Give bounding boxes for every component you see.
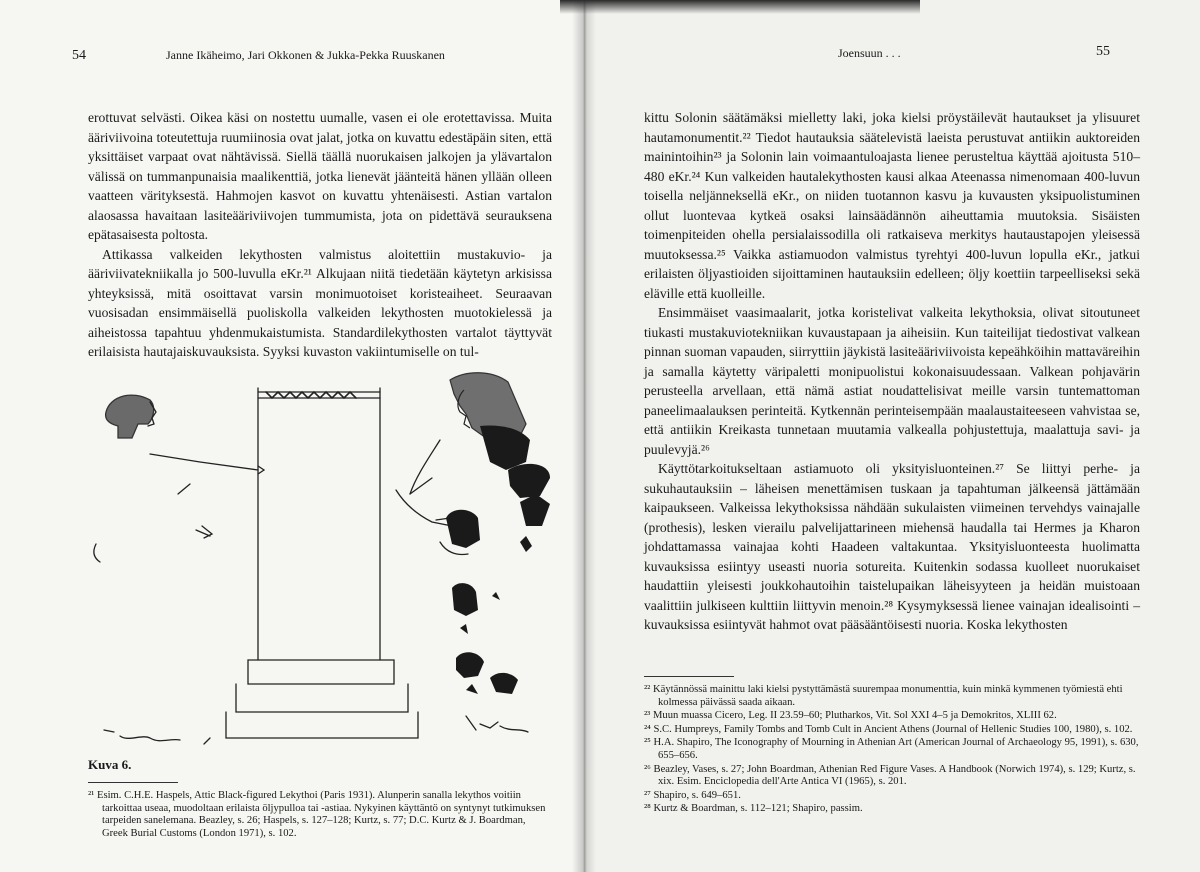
left-footnote-rule	[88, 782, 178, 783]
footnote-24: ²⁴ S.C. Humpreys, Family Tombs and Tomb Cult in Ancient Athens (Journal of Hellenic Studies 100, 1980), s. 102.	[644, 723, 1133, 735]
footnote-21: ²¹ Esim. C.H.E. Haspels, Attic Black-figured Lekythoi (Paris 1931). Alunperin sanalla lekythos voitiin tarkoittaa useaa, muodoltaan erilaista öljypulloa tai -astiaa. Nykyinen käyttäntö on syntynyt tutkimuksen tarpeiden sanelemana. Beazley, s. 26; Haspels, s. 127–128; Kurtz, s. 77; D.C. Kurtz & J. Boardman, Greek Burial Customs (London 1971), s. 102.	[88, 790, 546, 839]
left-footnotes	[88, 790, 548, 841]
right-page	[584, 0, 1200, 872]
right-running-head: Joensuun . . .	[838, 46, 901, 60]
footnote-26: ²⁶ Beazley, Vases, s. 27; John Boardman, Athenian Red Figure Vases. A Handbook (Norwich 1974), s. 129; Kurtz, s. xix. Esim. Enciclopedia dell'Arte Antica VI (1965), s. 201.	[644, 763, 1136, 788]
footnote-22: ²² Käytännössä mainittu laki kielsi pystyttämästä suurempaa monumenttia, kuin minkä kymmenen työmiestä ehti kolmessa päivässä saada aikaan.	[644, 684, 1123, 708]
top-edge-shadow	[560, 0, 920, 14]
right-paragraph-3: Käyttötarkoitukseltaan astiamuoto oli yksityisluonteinen.²⁷ Se liittyi perhe- ja sukuhautauksiin – läheisen menettämisen tuskaan ja tapahtuman jälkeensä jättämään kaipaukseen. Valkeissa lekythoksissa nähdään sukulaisten viimeinen tervehdys vainajalle (prothesis), lesken vierailu palvelijattarineen miehensä haudalla tai Hermes ja Kharon johdattamassa vainajaa kohti Haadeen valtakuntaa. Yksityisluonteesta huolimatta kuvauksissa esiintyy useasti nuoria sotureita. Kuitenkin sodassa kuolleet nuorukaiset haudattiin yleisesti joukkohautoihin taistelupaikan läheisyyteen ja heidän muistoaan vaalittiin julkiseen kulttiin liittyvin menoin.²⁸ Kysymyksessä lienee vainajan idealisointi – kuvauksissa esiintyvät hahmot ovat pääsääntöisesti nuoria. Koska lekythosten	[644, 461, 1140, 632]
left-page-number: 54	[72, 48, 86, 63]
left-paragraph-1: erottuvat selvästi. Oikea käsi on nostettu uumalle, vasen ei ole erotettavissa. Muita ääriviivoina toteutettuja ruumiinosia ovat jalat, jotka on kuvattu edestäpäin siten, että yksittäiset varpaat ovat nähtävissä. Siellä täällä nuorukaisen jalkojen ja ylävartalon välissä on tummanpunaisia maalikenttiä, jotka lienevät jäänteitä hänen yllään olleen vaatteen värityksestä. Hahmojen kasvot on kuvattu yhtenäisesti. Astian vartalon alaosassa havaitaan lasiteääriviivojen tummumista, jota on pidettävä seurauksena epätasaisesta poltosta.	[88, 110, 552, 242]
right-footnotes	[644, 684, 1140, 817]
footnote-28: ²⁸ Kurtz & Boardman, s. 112–121; Shapiro, passim.	[644, 803, 863, 815]
vase-figure-drawing	[80, 366, 550, 751]
figure-caption: Kuva 6.	[88, 757, 132, 772]
right-paragraph-2: Ensimmäiset vaasimaalarit, jotka koristelivat valkeita lekythoksia, olivat sitoutuneet tiukasti mustakuviotekniikan kuvaustapaan ja aiheisiin. Kun taiteilijat tiedostivat valkean pinnan suoman vapauden, siirryttiin jäykistä lasiteääriviivoista kepeähköihin mattaväreihin ja samalla käytetty väripaletti monipuolistui kokonaisuudessaan. Valkean pohjavärin perusteella arvellaan, että nämä astiat noudattelisivat meille varsin tuntemattoman paneelimaalauksen perinteitä. Kytkennän perinteisempään maalaustaiteeseen vahvistaa se, että antiikin Kreikasta tunnetaan muutamia valkealla pohjustettuja, maalattuja savi- ja puulevyjä.²⁶	[644, 305, 1140, 457]
left-paragraph-2: Attikassa valkeiden lekythosten valmistus aloitettiin mustakuvio- ja ääriviivatekniikalla jo 500-luvulla eKr.²¹ Alkujaan niitä tiedetään käytetyn arkisissa yhteyksissä, mitä osoittavat varsin monimuotoiset koristeaiheet. Seuraavan vuosisadan ensimmäisellä puoliskolla valkeiden lekythosten muotokielessä ja aiheistossa tapahtuu yhdenmukaistumista. Standardilekythosten vartalot täyttyvät erilaisista hautajaiskuvauksista. Syyksi kuvaston vakiintumiselle on tul-	[88, 246, 552, 359]
right-footnote-rule	[644, 676, 734, 677]
book-gutter-shadow	[572, 0, 596, 872]
left-body-text	[88, 108, 552, 362]
left-running-head: Janne Ikäheimo, Jari Okkonen & Jukka-Pekka Ruuskanen	[166, 48, 445, 62]
right-body-text	[644, 108, 1140, 635]
footnote-23: ²³ Muun muassa Cicero, Leg. II 23.59–60; Plutharkos, Vit. Sol XXI 4–5 ja Demokritos, XLIII 62.	[644, 710, 1057, 722]
right-page-number: 55	[1096, 44, 1110, 59]
left-page	[0, 0, 584, 872]
footnote-25: ²⁵ H.A. Shapiro, The Iconography of Mourning in Athenian Art (American Journal of Archaeology 95, 1991), s. 630, 655–656.	[644, 737, 1139, 761]
footnote-27: ²⁷ Shapiro, s. 649–651.	[644, 789, 741, 801]
right-paragraph-1: kittu Solonin säätämäksi mielletty laki, joka kielsi pröystäilevät hautaukset ja ylisuuret hautamonumentit.²² Tiedot hautauksia säätelevistä laeista perustuvat antiikin auktoreiden mainintoihin²³ ja Solonin lain voimaantuloajasta lienee perusteltua käyttää ajoitusta 510–480 eKr.²⁴ Kun valkeiden hautalekythosten kausi alkaa Ateenassa nimenomaan 400-luvun toisella neljänneksellä eKr., on niiden tuotannon kasvu ja kuvausten yksipuolistuminen ollut luontevaa kytkeä osaksi lainsäädännön aiheuttamia muutoksia. Sisäisten toimenpiteiden ohella persialaissodilla oli ratkaiseva merkitys hautaustapojen yleisessä muutoksessa.²⁵ Vaikka astiamuodon valmistus tyrehtyi 400-luvun lopulla eKr., jatkui erilaisten öljyastioiden sijoittaminen hautauksiin edelleen; öljy koettiin tarpeelliseksi sekä eläville että kuolleille.	[644, 110, 1140, 301]
